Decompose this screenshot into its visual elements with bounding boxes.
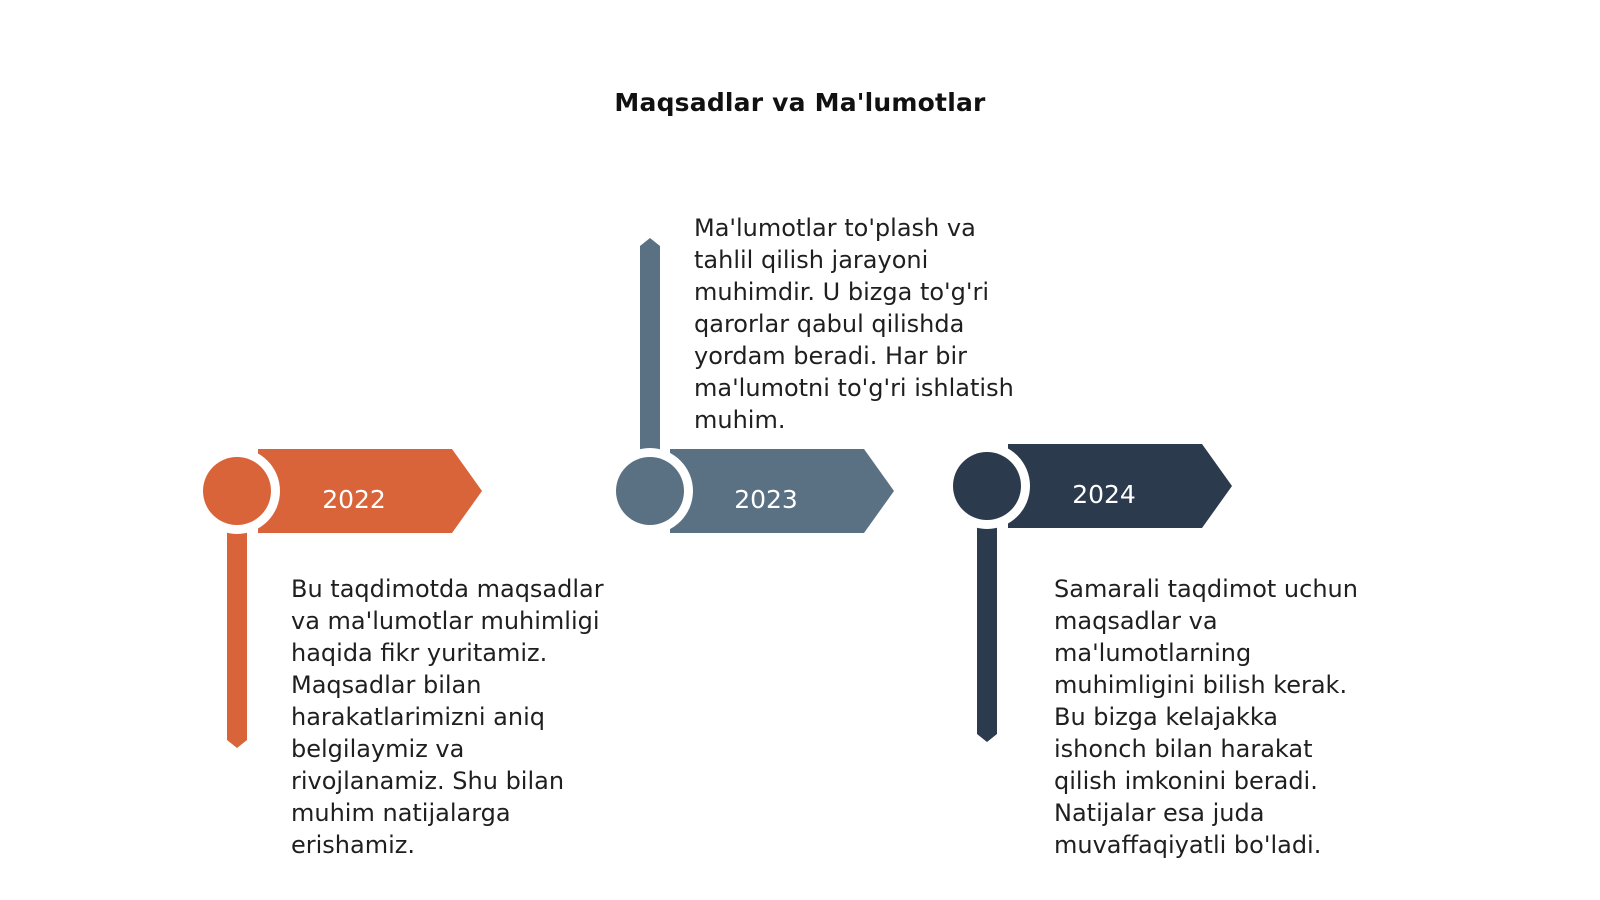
step-2022-year: 2022 [322,485,386,514]
step-2023-dot [616,457,684,525]
step-2024-connector-tip [977,734,997,742]
page-title: Maqsadlar va Ma'lumotlar [614,88,986,117]
step-2022-connector [227,520,247,740]
step-2024-connector [977,520,997,734]
step-2024-year: 2024 [1072,480,1136,509]
step-2024-description: Samarali taqdimot uchun maqsadlar va ma'lumotlarning muhimligini bilish kerak. Bu bizga kelajakka ishonch bilan harakat qilish imkonini beradi. Natijalar esa juda muvaffaqiyatli bo'ladi. [1054,575,1358,859]
step-2024-dot [953,452,1021,520]
step-2022-connector-tip [227,740,247,748]
step-2022-description: Bu taqdimotda maqsadlar va ma'lumotlar muhimligi haqida fikr yuritamiz. Maqsadlar bilan harakatlarimizni aniq belgilaymiz va rivojlanamiz. Shu bilan muhim natijalarga erishamiz. [291,575,604,859]
step-2022-dot [203,457,271,525]
step-2023-description: Ma'lumotlar to'plash va tahlil qilish jarayoni muhimdir. U bizga to'g'ri qarorlar qabul qilishda yordam beradi. Har bir ma'lumotni to'g'ri ishlatish muhim. [694,214,1014,434]
step-2023-year: 2023 [734,485,798,514]
step-2023-connector [640,246,660,460]
step-2023-connector-tip [640,238,660,246]
